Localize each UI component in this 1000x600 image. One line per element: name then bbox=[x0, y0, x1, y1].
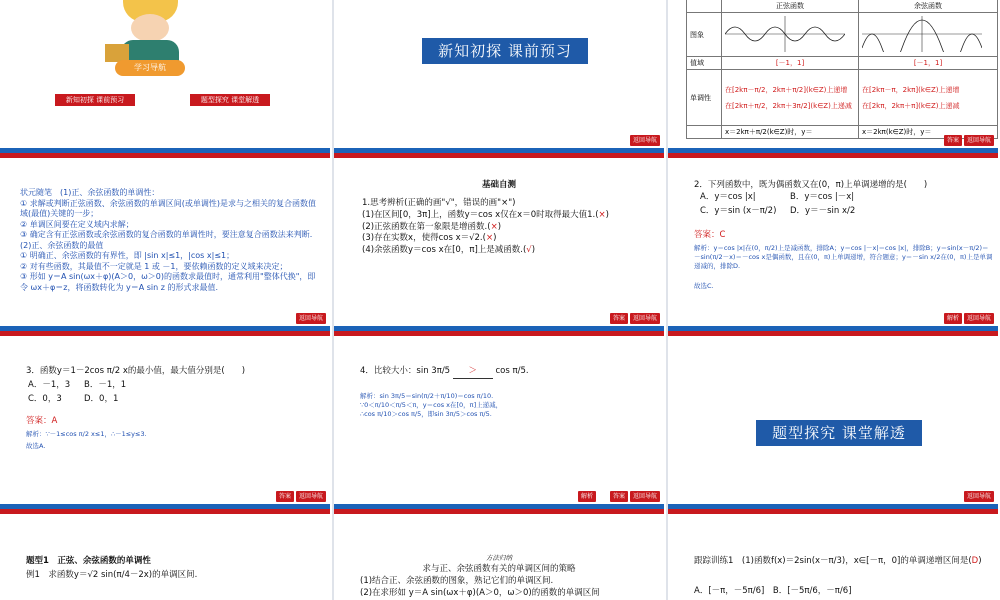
exercise-answer: × bbox=[598, 210, 606, 220]
sin-range: [－1，1] bbox=[722, 57, 859, 70]
question-text: 3．函数y＝1－2cos π/2 x的最小值，最大值分别是( ) bbox=[26, 366, 246, 376]
exercise-answer: × bbox=[490, 221, 498, 232]
method-line: (1)结合正、余弦函数的图象，熟记它们的单调区间. bbox=[360, 576, 554, 586]
row-label-mono: 单调性 bbox=[687, 70, 722, 126]
answer-line: 答案：C bbox=[694, 230, 726, 240]
learn-nav-button-preview[interactable]: 新知初探 课前预习 bbox=[55, 94, 135, 106]
question-text: 2．下列函数中，既为偶函数又在(0，π)上单调递增的是( ) bbox=[694, 180, 928, 190]
answer-button[interactable]: 答案 bbox=[610, 313, 628, 324]
exercise-item: (4)余弦函数y＝cos x在[0，π]上是减函数.(√) bbox=[362, 244, 536, 255]
slide-bottom-bar bbox=[668, 504, 998, 514]
practice-question: 跟踪训练1 (1)函数f(x)＝2sin(x－π/3)，x∈[－π，0]的单调递增区间是(D) bbox=[694, 556, 982, 566]
slide-3 bbox=[668, 0, 998, 158]
analysis-button[interactable]: 解析 bbox=[944, 313, 962, 324]
slide-5 bbox=[334, 178, 664, 336]
option-b[interactable]: B．y＝cos |－x| bbox=[790, 192, 855, 202]
fill-answer: ＞ bbox=[453, 366, 493, 379]
section-banner: 新知初探 课前预习 bbox=[422, 38, 588, 64]
slide-bottom-bar bbox=[334, 326, 664, 336]
analysis-text: 解析：∵－1≤cos π/2 x≤1，∴－1≤y≤3. bbox=[26, 430, 147, 438]
note-line: ③ 确定含有正弦函数或余弦函数的复合函数的单调性时，要注意复合函数法来判断. bbox=[20, 230, 313, 239]
col-header-sin: 正弦函数 bbox=[722, 0, 859, 13]
method-head: 方法归纳 bbox=[486, 554, 512, 562]
note-text bbox=[20, 188, 316, 293]
exercise-intro: 1.思考辨析(正确的画"√"，错误的画"×") bbox=[362, 198, 516, 208]
return-nav-button[interactable]: 返回导航 bbox=[296, 313, 326, 324]
method-line: (2)在求形如 y＝A sin(ωx＋φ)(A＞0，ω＞0)的函数的单调区间 bbox=[360, 588, 600, 598]
return-nav-button[interactable]: 返回导航 bbox=[296, 491, 326, 502]
option-d[interactable]: D．0，1 bbox=[84, 393, 119, 404]
slide-6 bbox=[668, 178, 998, 336]
character-illustration bbox=[95, 0, 205, 80]
option-a[interactable]: A．y＝cos |x| bbox=[700, 192, 756, 202]
row-label-range: 值域 bbox=[687, 57, 722, 70]
cos-decrease: 在[2kπ，2kπ＋π](k∈Z)上递减 bbox=[862, 101, 960, 110]
cos-range: [－1，1] bbox=[859, 57, 998, 70]
return-nav-button[interactable]: 返回导航 bbox=[964, 135, 994, 146]
slide-10 bbox=[0, 548, 330, 600]
analysis-text bbox=[360, 392, 656, 419]
exercise-item: (1)在区间[0，3π]上，函数y＝cos x仅在x＝0时取得最大值1.(×) bbox=[362, 210, 609, 220]
slide-2 bbox=[334, 0, 664, 158]
return-nav-button[interactable]: 返回导航 bbox=[964, 313, 994, 324]
analysis-line: ∵0＜π/10＜π/5＜π，y＝cos x在[0，π]上递减， bbox=[360, 401, 503, 409]
slide-bottom-bar bbox=[0, 148, 330, 158]
section-banner: 题型探究 课堂解透 bbox=[756, 420, 922, 446]
exercise-answer: × bbox=[485, 233, 494, 243]
slide-1 bbox=[0, 0, 330, 158]
slide-9 bbox=[668, 356, 998, 514]
option-d[interactable]: D．y＝－sin x/2 bbox=[790, 205, 856, 216]
slide-bottom-bar bbox=[668, 148, 998, 158]
return-nav-button[interactable]: 返回导航 bbox=[964, 491, 994, 502]
slide-bottom-bar bbox=[668, 326, 998, 336]
exercise-answer: √ bbox=[526, 244, 532, 255]
slide-11 bbox=[334, 548, 664, 600]
conclusion-text: 故选C. bbox=[694, 282, 714, 290]
slide-4 bbox=[0, 178, 330, 336]
practice-options: A．[－π，－5π/6] B．[－5π/6，－π/6] bbox=[694, 586, 852, 596]
slide-7 bbox=[0, 356, 330, 514]
sin-increase: 在[2kπ－π/2，2kπ＋π/2](k∈Z)上递增 bbox=[725, 85, 848, 94]
slide-bottom-bar bbox=[0, 326, 330, 336]
character-face bbox=[131, 14, 169, 42]
exercise-item: (3)存在实数x，使得cos x＝√2.(×) bbox=[362, 233, 497, 243]
note-line: ① 明确正、余弦函数的有界性，即 |sin x|≤1，|cos x|≤1； bbox=[20, 251, 235, 260]
answer-line: 答案：A bbox=[26, 416, 58, 426]
options bbox=[28, 380, 318, 405]
option-c[interactable]: C．0，3 bbox=[28, 393, 62, 404]
answer-button[interactable]: 答案 bbox=[276, 491, 294, 502]
topic-title: 题型1 正弦、余弦函数的单调性 bbox=[26, 556, 151, 566]
option-b[interactable]: B．－1，1 bbox=[84, 380, 127, 390]
answer-button[interactable]: 答案 bbox=[610, 491, 628, 502]
sin-decrease: 在[2kπ＋π/2，2kπ＋3π/2](k∈Z)上递减 bbox=[725, 101, 852, 110]
note-line: ① 求解或判断正弦函数、余弦函数的单调区间(或单调性)是求与之相关的复合函数值域(最值)关键的一步； bbox=[20, 198, 316, 218]
example-question: 例1 求函数y＝√2 sin(π/4－2x)的单调区间. bbox=[26, 570, 198, 580]
sin-max: x＝2kπ＋π/2(k∈Z)时，y＝ bbox=[722, 126, 859, 139]
note-line: 状元随笔 (1)正、余弦函数的单调性： bbox=[20, 188, 160, 197]
note-line: ② 单调区间要在定义域内求解； bbox=[20, 219, 134, 229]
slide-title: 基础自测 bbox=[481, 180, 516, 190]
practice-answer: D bbox=[971, 556, 979, 566]
answer-button[interactable]: 答案 bbox=[944, 135, 962, 146]
analysis-text: 解析：y＝cos |x|在(0，π/2)上是减函数，排除A；y＝cos |－x|＝cos |x|，排除B；y＝sin(x－π/2)＝－sin(π/2－x)＝－cos x是偶函数，且在(0，π)上单调递增，符合题意；y＝－sin x/2在(0，π)上是单调递减的，排除D. bbox=[694, 244, 993, 270]
slide-12 bbox=[668, 548, 998, 600]
return-nav-button[interactable]: 返回导航 bbox=[630, 313, 660, 324]
sin-graph bbox=[722, 13, 859, 57]
option-c[interactable]: C．y＝sin (x－π/2) bbox=[700, 205, 777, 216]
question-text: 4．比较大小：sin 3π/5 ＞ cos π/5. bbox=[360, 366, 656, 379]
return-nav-button[interactable]: 返回导航 bbox=[630, 135, 660, 146]
slide-bottom-bar bbox=[334, 504, 664, 514]
note-line: ③ 形如 y＝A sin(ωx＋φ)(A＞0，ω＞0)的函数求最值时，通常利用"整体代换"，即令 ωx＋φ＝z，将函数转化为 y＝A sin z 的形式求最值. bbox=[20, 272, 316, 292]
cos-graph bbox=[859, 13, 998, 57]
row-label-graph: 图象 bbox=[687, 13, 722, 57]
exercise-list bbox=[362, 210, 658, 256]
option-a[interactable]: A．－1，3 bbox=[28, 380, 71, 390]
cos-max: x＝2kπ(k∈Z)时，y＝ bbox=[859, 126, 998, 139]
function-property-table bbox=[686, 0, 998, 139]
note-line: ② 对有些函数，其最值不一定就是 1 或 －1，要依赖函数的定义域来决定； bbox=[20, 261, 288, 271]
col-header-cos: 余弦函数 bbox=[859, 0, 998, 13]
analysis-line: ∴cos π/10＞cos π/5，即sin 3π/5＞cos π/5. bbox=[360, 410, 492, 418]
options bbox=[700, 192, 990, 217]
slide-8 bbox=[334, 356, 664, 514]
analysis-line: 解析：sin 3π/5＝sin(π/2＋π/10)＝cos π/10. bbox=[360, 392, 494, 400]
conclusion-text: 故选A. bbox=[26, 442, 46, 450]
note-line: (2)正、余弦函数的最值 bbox=[20, 240, 104, 250]
exercise-item: (2)正弦函数在第一象限是增函数.(×) bbox=[362, 221, 502, 232]
slide-bottom-bar bbox=[334, 148, 664, 158]
slide-bottom-bar bbox=[0, 504, 330, 514]
sin-monotonic bbox=[722, 70, 859, 126]
learn-nav-button-explore[interactable]: 题型探究 课堂解透 bbox=[190, 94, 270, 106]
cos-monotonic bbox=[859, 70, 998, 126]
cos-increase: 在[2kπ－π，2kπ](k∈Z)上递增 bbox=[862, 85, 960, 94]
table-corner bbox=[687, 0, 722, 13]
row-label-max bbox=[687, 126, 722, 139]
analysis-button[interactable]: 解析 bbox=[578, 491, 596, 502]
method-title: 求与正、余弦函数有关的单调区间的策略 bbox=[422, 564, 576, 574]
character-label: 学习导航 bbox=[115, 60, 185, 76]
return-nav-button[interactable]: 返回导航 bbox=[630, 491, 660, 502]
